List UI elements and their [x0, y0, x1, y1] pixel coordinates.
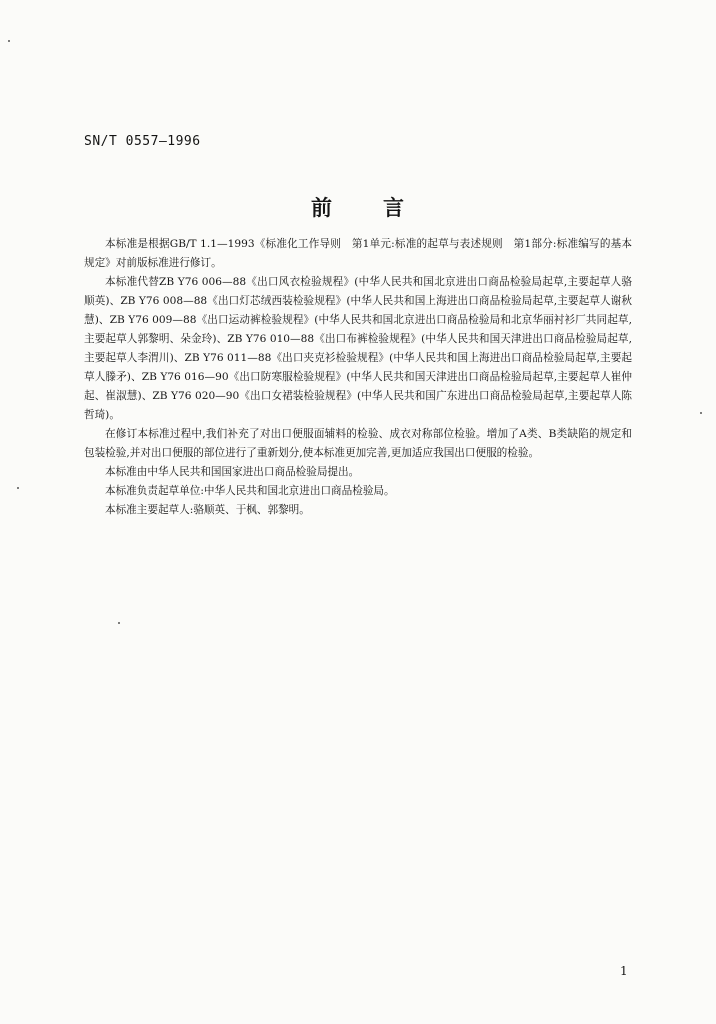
page-title — [0, 192, 716, 222]
scan-speck — [700, 412, 702, 414]
page-number: 1 — [620, 964, 628, 978]
title-char-2: 言 — [383, 195, 405, 220]
paragraph-revision-basis: 本标准是根据GB/T 1.1—1993《标准化工作导则 第1单元:标准的起草与表述规则 第1部分:标准编写的基本规定》对前版标准进行修订。 — [84, 238, 632, 269]
paragraph-drafting-unit: 本标准负责起草单位:中华人民共和国北京进出口商品检验局。 — [105, 485, 395, 497]
foreword-body — [84, 235, 632, 520]
standard-code: SN/T 0557—1996 — [84, 134, 201, 149]
paragraph-proposer: 本标准由中华人民共和国国家进出口商品检验局提出。 — [105, 466, 360, 478]
paragraph-replaced-standards: 本标准代替ZB Y76 006—88《出口风衣检验规程》(中华人民共和国北京进出口商品检验局起草,主要起草人骆顺英)、ZB Y76 008—88《出口灯芯绒西装检验规程》(中华人民共和国上海进出口商品检验局起草,主要起草人谢秋慧)、ZB Y76 009—88《出口运动裤检验规程》(中华人民共和国北京进出口商品检验局和北京华丽衬衫厂共同起草,主要起草人郭黎明、朵金玲)、ZB Y76 010—88《出口布裤检验规程》(中华人民共和国天津进出口商品检验局起草,主要起草人李渭川)、ZB Y76 011—88《出口夹克衫检验规程》(中华人民共和国上海进出口商品检验局起草,主要起草人滕矛)、ZB Y76 016—90《出口防寒服检验规程》(中华人民共和国天津进出口商品检验局起草,主要起草人崔仲起、崔淑慧)、ZB Y76 020—90《出口女裙装检验规程》(中华人民共和国广东进出口商品检验局起草,主要起草人陈哲琦)。 — [84, 276, 632, 421]
paragraph-drafters: 本标准主要起草人:骆顺英、于枫、郭黎明。 — [105, 504, 310, 516]
scan-speck — [17, 487, 19, 489]
scan-speck — [118, 622, 120, 624]
scan-speck — [8, 40, 10, 42]
paragraph-revision-changes: 在修订本标准过程中,我们补充了对出口便服面辅料的检验、成衣对称部位检验。增加了A类、B类缺陷的规定和包装检验,并对出口便服的部位进行了重新划分,使本标准更加完善,更加适应我国出口便服的检验。 — [84, 428, 632, 459]
title-char-1: 前 — [311, 195, 333, 220]
